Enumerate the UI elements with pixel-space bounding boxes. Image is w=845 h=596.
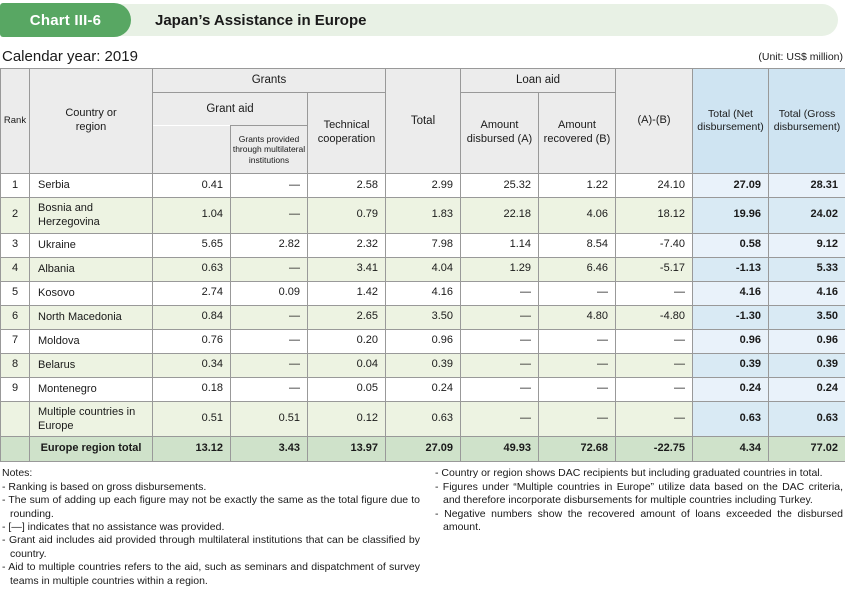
col-header-grants: Grants	[153, 69, 386, 93]
cell-total: 0.24	[386, 377, 461, 401]
page-title: Japan’s Assistance in Europe	[155, 11, 367, 29]
cell-rank: 8	[1, 353, 30, 377]
cell-country: Kosovo	[30, 281, 153, 305]
cell-net: 0.58	[693, 233, 769, 257]
cell-gross: 0.63	[769, 401, 845, 437]
col-header-grant-aid: Grant aid	[153, 93, 308, 126]
cell-rank: 6	[1, 305, 30, 329]
cell-country: Albania	[30, 257, 153, 281]
cell-total: 0.96	[386, 329, 461, 353]
cell-gross: 24.02	[769, 198, 845, 234]
table-row	[1, 257, 845, 281]
table-row	[1, 174, 845, 198]
cell-disbursed: —	[461, 305, 539, 329]
notes-right-column	[435, 467, 843, 588]
cell-rank	[1, 401, 30, 437]
cell-multilateral: 0.09	[231, 281, 308, 305]
cell-a-minus-b: -4.80	[616, 305, 693, 329]
cell-grant-aid: 0.34	[153, 353, 231, 377]
note-item: - Country or region shows DAC recipients but including graduated countries in total.	[435, 467, 823, 480]
cell-grant-aid: 0.84	[153, 305, 231, 329]
cell-country: Bosnia and Herzegovina	[30, 198, 153, 234]
total-cell-technical: 13.97	[308, 437, 386, 462]
cell-recovered: —	[539, 329, 616, 353]
col-header-a-minus-b: (A)-(B)	[616, 69, 693, 174]
notes-right-list	[435, 467, 843, 534]
cell-a-minus-b: —	[616, 353, 693, 377]
cell-disbursed: 22.18	[461, 198, 539, 234]
cell-disbursed: —	[461, 401, 539, 437]
title-banner	[0, 4, 838, 36]
cell-country: Serbia	[30, 174, 153, 198]
cell-multilateral: —	[231, 174, 308, 198]
cell-recovered: —	[539, 377, 616, 401]
cell-net: 0.63	[693, 401, 769, 437]
cell-technical: 2.58	[308, 174, 386, 198]
cell-technical: 2.65	[308, 305, 386, 329]
table-total-row	[1, 437, 845, 462]
cell-multilateral: —	[231, 377, 308, 401]
cell-rank: 3	[1, 233, 30, 257]
cell-recovered: —	[539, 401, 616, 437]
cell-country: Moldova	[30, 329, 153, 353]
cell-gross: 0.24	[769, 377, 845, 401]
cell-country: Belarus	[30, 353, 153, 377]
cell-total: 4.16	[386, 281, 461, 305]
note-item: - [—] indicates that no assistance was provided.	[2, 520, 225, 533]
subheader	[2, 48, 843, 65]
cell-a-minus-b: —	[616, 401, 693, 437]
cell-rank: 5	[1, 281, 30, 305]
cell-recovered: 6.46	[539, 257, 616, 281]
col-header-grant-aid-spacer	[153, 126, 231, 174]
calendar-year-label: Calendar year: 2019	[2, 48, 138, 65]
cell-multilateral: 2.82	[231, 233, 308, 257]
cell-multilateral: —	[231, 257, 308, 281]
cell-recovered: 4.06	[539, 198, 616, 234]
cell-grant-aid: 0.51	[153, 401, 231, 437]
cell-a-minus-b: -5.17	[616, 257, 693, 281]
cell-rank: 2	[1, 198, 30, 234]
cell-net: 0.39	[693, 353, 769, 377]
note-item: - Aid to multiple countries refers to the aid, such as seminars and dispatchment of survey teams in multiple countries within a region.	[2, 561, 420, 587]
cell-gross: 9.12	[769, 233, 845, 257]
cell-grant-aid: 0.18	[153, 377, 231, 401]
table-row	[1, 401, 845, 437]
cell-gross: 3.50	[769, 305, 845, 329]
cell-net: 0.96	[693, 329, 769, 353]
cell-net: 4.16	[693, 281, 769, 305]
cell-a-minus-b: —	[616, 281, 693, 305]
total-cell-rank	[1, 437, 30, 462]
note-item: - Grant aid includes aid provided through multilateral institutions that can be classified by country.	[2, 534, 420, 560]
col-header-technical-cooperation: Technical cooperation	[308, 93, 386, 174]
total-cell-disbursed: 49.93	[461, 437, 539, 462]
note-item: - Ranking is based on gross disbursements.	[2, 480, 207, 493]
col-header-total-net: Total (Net disbursement)	[693, 69, 769, 174]
cell-total: 0.63	[386, 401, 461, 437]
cell-total: 1.83	[386, 198, 461, 234]
note-item: - Figures under “Multiple countries in Europe” utilize data based on the DAC criteria, and therefore incorporate disbursements for multiple countries including Turkey.	[435, 480, 843, 507]
cell-rank: 9	[1, 377, 30, 401]
cell-grant-aid: 2.74	[153, 281, 231, 305]
total-cell-label: Europe region total	[30, 437, 153, 462]
cell-technical: 0.20	[308, 329, 386, 353]
cell-country: Montenegro	[30, 377, 153, 401]
total-cell-multilateral: 3.43	[231, 437, 308, 462]
cell-recovered: —	[539, 281, 616, 305]
cell-total: 0.39	[386, 353, 461, 377]
cell-technical: 0.79	[308, 198, 386, 234]
cell-multilateral: —	[231, 329, 308, 353]
cell-technical: 1.42	[308, 281, 386, 305]
cell-rank: 7	[1, 329, 30, 353]
cell-disbursed: 25.32	[461, 174, 539, 198]
cell-grant-aid: 1.04	[153, 198, 231, 234]
table-row	[1, 353, 845, 377]
cell-total: 3.50	[386, 305, 461, 329]
cell-technical: 2.32	[308, 233, 386, 257]
assistance-table	[0, 68, 845, 462]
notes-left-list	[2, 481, 420, 589]
cell-multilateral: 0.51	[231, 401, 308, 437]
cell-disbursed: —	[461, 353, 539, 377]
cell-multilateral: —	[231, 353, 308, 377]
cell-technical: 0.04	[308, 353, 386, 377]
table-row	[1, 329, 845, 353]
table-row	[1, 198, 845, 234]
cell-a-minus-b: -7.40	[616, 233, 693, 257]
cell-a-minus-b: —	[616, 329, 693, 353]
col-header-multilateral: Grants provided through multilateral institutions	[231, 126, 308, 174]
chart-number-badge: Chart III-6	[0, 3, 131, 37]
cell-grant-aid: 0.76	[153, 329, 231, 353]
note-item: - The sum of adding up each figure may not be exactly the same as the total figure due to rounding.	[2, 494, 420, 520]
cell-recovered: —	[539, 353, 616, 377]
col-header-loan-aid: Loan aid	[461, 69, 616, 93]
cell-gross: 0.39	[769, 353, 845, 377]
cell-country: Multiple countries in Europe	[30, 401, 153, 437]
cell-total: 7.98	[386, 233, 461, 257]
col-header-rank: Rank	[1, 69, 30, 174]
table-row	[1, 305, 845, 329]
cell-gross: 28.31	[769, 174, 845, 198]
cell-country: North Macedonia	[30, 305, 153, 329]
cell-country: Ukraine	[30, 233, 153, 257]
note-item: - Negative numbers show the recovered amount of loans exceeded the disbursed amount.	[435, 507, 843, 533]
notes-section	[2, 467, 843, 588]
cell-recovered: 8.54	[539, 233, 616, 257]
cell-grant-aid: 0.63	[153, 257, 231, 281]
table-row	[1, 281, 845, 305]
col-header-total: Total	[386, 69, 461, 174]
cell-rank: 1	[1, 174, 30, 198]
cell-total: 4.04	[386, 257, 461, 281]
cell-disbursed: —	[461, 329, 539, 353]
cell-disbursed: 1.14	[461, 233, 539, 257]
cell-recovered: 1.22	[539, 174, 616, 198]
col-header-amount-recovered: Amount recovered (B)	[539, 93, 616, 174]
total-cell-total: 27.09	[386, 437, 461, 462]
total-cell-a-minus-b: -22.75	[616, 437, 693, 462]
col-header-amount-disbursed: Amount disbursed (A)	[461, 93, 539, 174]
col-header-total-gross: Total (Gross disbursement)	[769, 69, 845, 174]
cell-a-minus-b: 24.10	[616, 174, 693, 198]
notes-title: Notes:	[2, 467, 33, 480]
cell-recovered: 4.80	[539, 305, 616, 329]
notes-left-column	[2, 467, 420, 588]
col-header-country: Country or region	[30, 69, 153, 174]
cell-net: 19.96	[693, 198, 769, 234]
cell-gross: 0.96	[769, 329, 845, 353]
cell-a-minus-b: —	[616, 377, 693, 401]
cell-gross: 4.16	[769, 281, 845, 305]
cell-technical: 3.41	[308, 257, 386, 281]
cell-a-minus-b: 18.12	[616, 198, 693, 234]
cell-grant-aid: 0.41	[153, 174, 231, 198]
cell-net: -1.30	[693, 305, 769, 329]
total-cell-grant-aid: 13.12	[153, 437, 231, 462]
cell-rank: 4	[1, 257, 30, 281]
cell-grant-aid: 5.65	[153, 233, 231, 257]
table-body	[1, 174, 845, 462]
table-row	[1, 377, 845, 401]
table-row	[1, 233, 845, 257]
cell-net: -1.13	[693, 257, 769, 281]
cell-technical: 0.05	[308, 377, 386, 401]
total-cell-recovered: 72.68	[539, 437, 616, 462]
cell-net: 27.09	[693, 174, 769, 198]
cell-disbursed: —	[461, 377, 539, 401]
cell-disbursed: 1.29	[461, 257, 539, 281]
total-cell-gross: 77.02	[769, 437, 845, 462]
cell-multilateral: —	[231, 305, 308, 329]
cell-total: 2.99	[386, 174, 461, 198]
cell-gross: 5.33	[769, 257, 845, 281]
cell-disbursed: —	[461, 281, 539, 305]
cell-technical: 0.12	[308, 401, 386, 437]
cell-multilateral: —	[231, 198, 308, 234]
unit-label: (Unit: US$ million)	[758, 51, 843, 63]
total-cell-net: 4.34	[693, 437, 769, 462]
cell-net: 0.24	[693, 377, 769, 401]
